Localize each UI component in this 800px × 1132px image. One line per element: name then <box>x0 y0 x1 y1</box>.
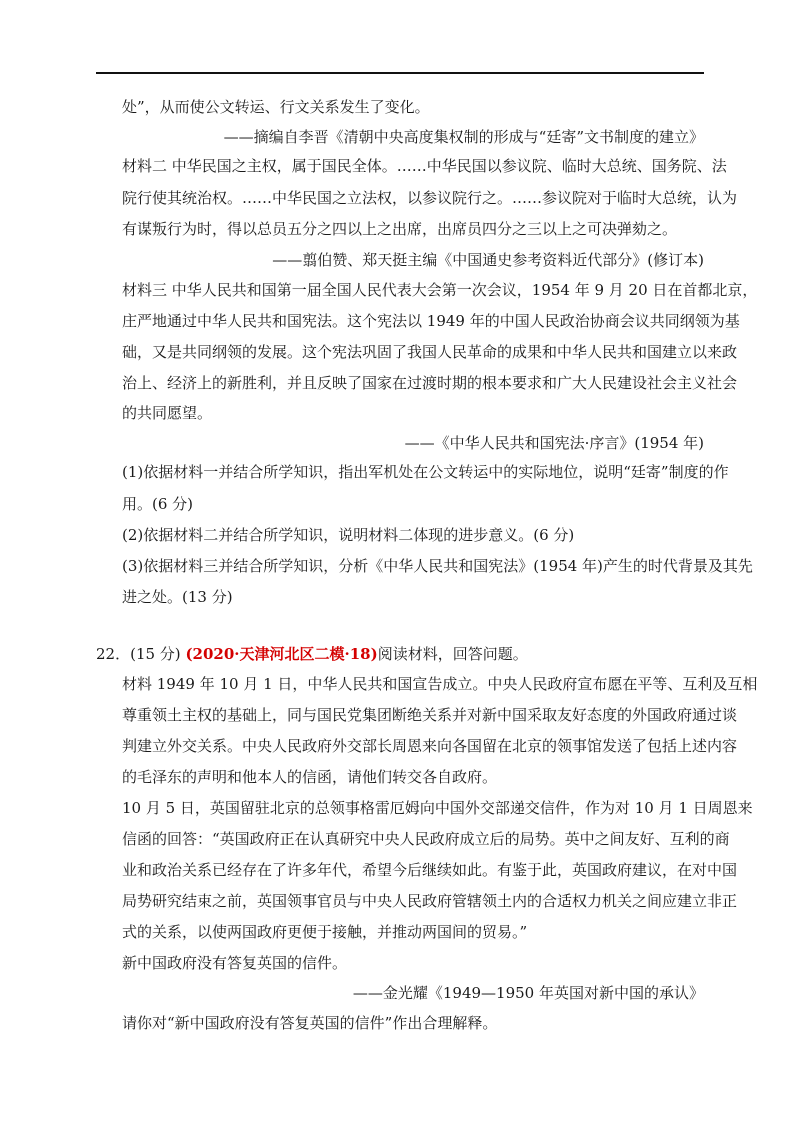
material-3-line: 材料三 中华人民共和国第一届全国人民代表大会第一次会议，1954 年 9 月 20 日在首都北京， <box>122 281 758 299</box>
text-line: 庄严地通过中华人民共和国宪法。这个宪法以 1949 年的中国人民政治协商会议共同纲领为基 <box>122 312 740 330</box>
text-line: 新中国政府没有答复英国的信件。 <box>122 954 348 972</box>
q22-material-line: 材料 1949 年 10 月 1 日，中华人民共和国宣告成立。中央人民政府宣布愿在平等、互利及互相 <box>122 675 758 693</box>
material-2-line: 材料二 中华民国之主权，属于国民全体。……中华民国以参议院、临时大总统、国务院、法 <box>122 157 727 175</box>
text-line: 进之处。(13 分) <box>122 588 233 606</box>
header-rule <box>96 72 704 74</box>
question-2: (2)依据材料二并结合所学知识，说明材料二体现的进步意义。(6 分) <box>122 526 575 544</box>
text-line: 础，又是共同纲领的发展。这个宪法巩固了我国人民革命的成果和中华人民共和国建立以来政 <box>122 343 738 361</box>
citation: ——摘编自李晋《清朝中央高度集权制的形成与“廷寄”文书制度的建立》 <box>223 128 704 146</box>
question-prompt: 阅读材料，回答问题。 <box>377 645 528 663</box>
question-3: (3)依据材料三并结合所学知识，分析《中华人民共和国宪法》(1954 年)产生的时代背景及其先 <box>122 557 753 575</box>
question-score: (15 分) <box>130 645 181 663</box>
citation: ——金光耀《1949—1950 年英国对新中国的承认》 <box>352 984 704 1002</box>
citation: ——翦伯赞、郑天挺主编《中国通史参考资料近代部分》(修订本) <box>272 251 704 269</box>
citation: ——《中华人民共和国宪法·序言》(1954 年) <box>404 434 704 452</box>
text-line: 的毛泽东的声明和他本人的信函，请他们转交各自政府。 <box>122 768 498 786</box>
text-line: 尊重领土主权的基础上，同与国民党集团断绝关系并对新中国采取友好态度的外国政府通过谈 <box>122 706 738 724</box>
question-source: (2020·天津河北区二模·18) <box>185 645 378 663</box>
text-line: 判建立外交关系。中央人民政府外交部长周恩来向各国留在北京的领事馆发送了包括上述内容 <box>122 737 738 755</box>
text-line: 局势研究结束之前，英国领事官员与中央人民政府管辖领土内的合适权力机关之间应建立非正 <box>122 892 738 910</box>
question-22-header <box>96 644 686 664</box>
text-line: 院行使其统治权。……中华民国之立法权，以参议院行之。……参议院对于临时大总统，认为 <box>122 189 738 207</box>
text-line: 业和政治关系已经存在了许多年代，希望今后继续如此。有鉴于此，英国政府建议，在对中国 <box>122 861 738 879</box>
question-number: 22． <box>96 645 131 663</box>
text-line: 处”，从而使公文转运、行文关系发生了变化。 <box>122 98 430 116</box>
question-1: (1)依据材料一并结合所学知识，指出军机处在公文转运中的实际地位，说明“廷寄”制度的作 <box>122 463 729 481</box>
text-line: 用。(6 分) <box>122 495 194 513</box>
text-line: 信函的回答：“英国政府正在认真研究中央人民政府成立后的局势。英中之间友好、互利的商 <box>122 830 730 848</box>
text-line: 有谋叛行为时，得以总员五分之四以上之出席，出席员四分之三以上之可决弹劾之。 <box>122 220 678 238</box>
question-prompt-line: 请你对“新中国政府没有答复英国的信件”作出合理解释。 <box>122 1014 498 1032</box>
text-line: 10 月 5 日，英国留驻北京的总领事格雷厄姆向中国外交部递交信件，作为对 10 月 1 日周恩来 <box>122 799 753 817</box>
text-line: 治上、经济上的新胜利，并且反映了国家在过渡时期的根本要求和广大人民建设社会主义社会 <box>122 374 738 392</box>
text-line: 式的关系，以使两国政府更便于接触，并推动两国间的贸易。” <box>122 923 528 941</box>
text-line: 的共同愿望。 <box>122 404 213 422</box>
